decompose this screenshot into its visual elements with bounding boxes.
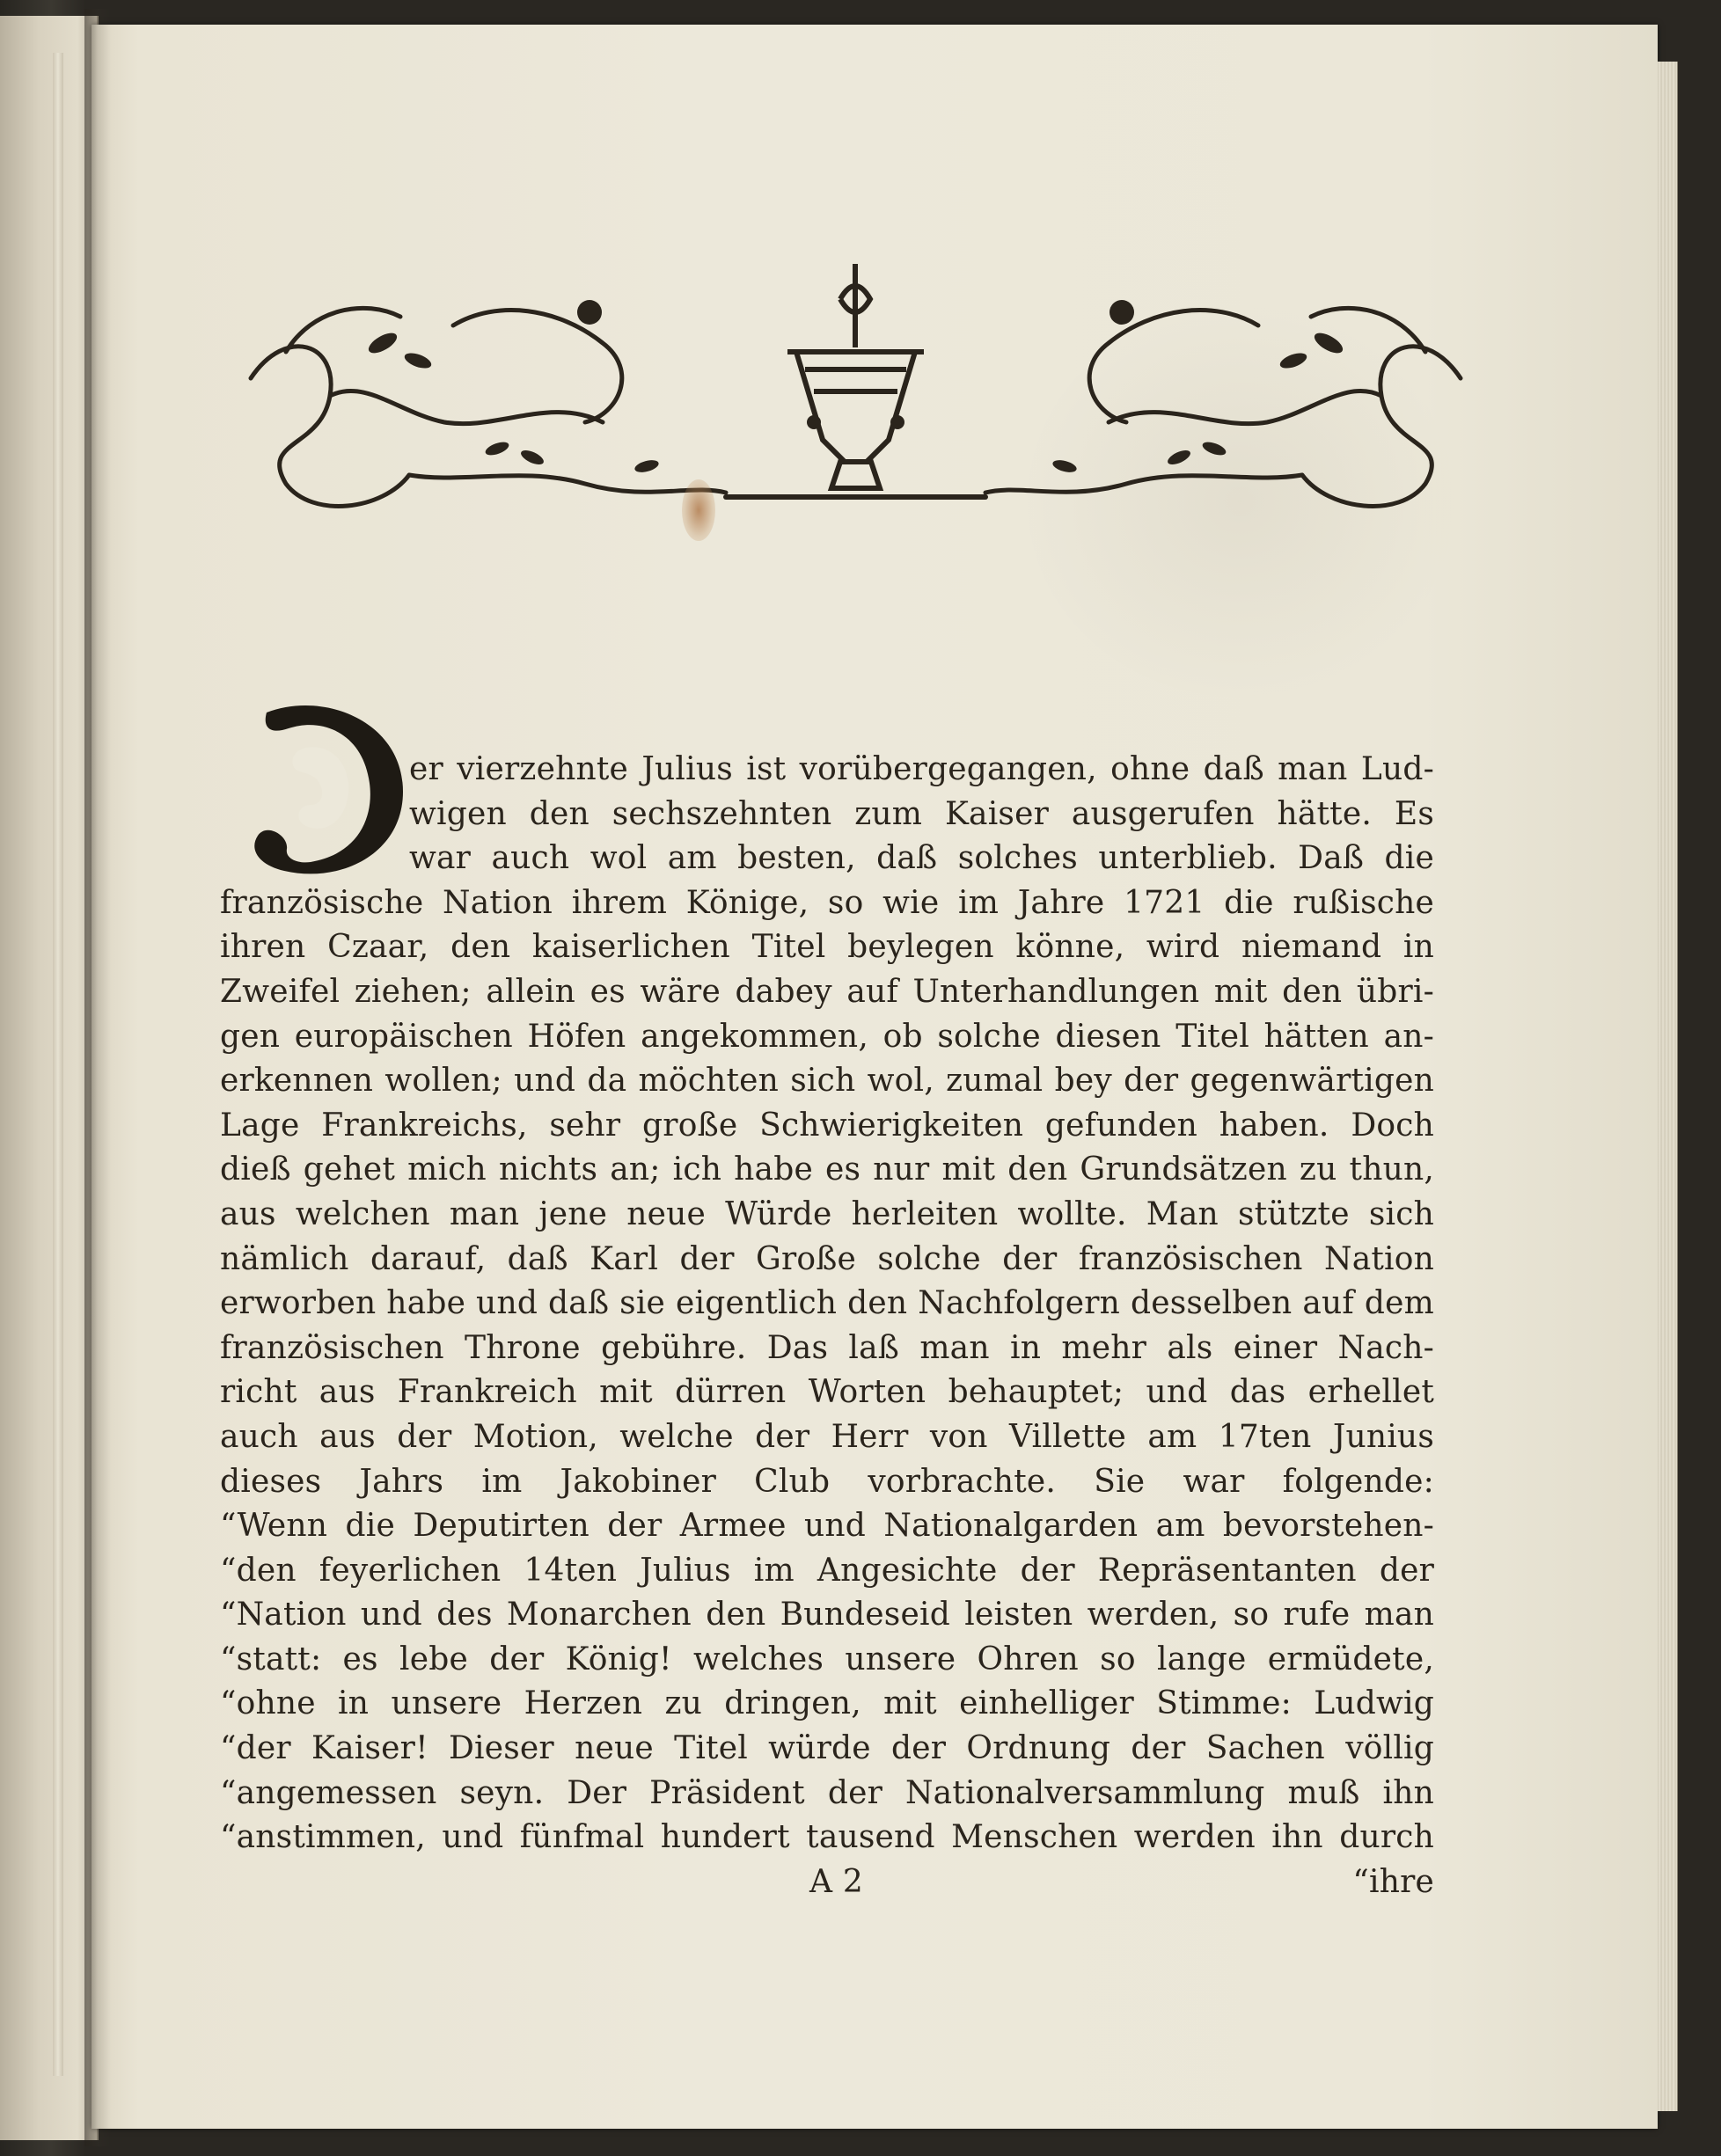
text-line: gen europäischen Höfen angekommen, ob solche diesen Titel hätten an- (220, 1018, 1434, 1055)
page-edge-stack (1658, 62, 1678, 2111)
signature-mark: A 2 (809, 1863, 863, 1900)
text-line: auch aus der Motion, welche der Herr von Villette am 17ten Junius (220, 1418, 1434, 1455)
body-text (220, 748, 1434, 1904)
text-line: “der Kaiser! Dieser neue Titel würde der Ordnung der Sachen völlig (220, 1730, 1434, 1767)
text-line: dieses Jahrs im Jakobiner Club vorbrachte. Sie war folgende: (220, 1463, 1434, 1500)
text-line: französische Nation ihrem Könige, so wie im Jahre 1721 die rußische (220, 884, 1434, 921)
text-line: “den feyerlichen 14ten Julius im Angesichte der Repräsentanten der (220, 1552, 1434, 1589)
text-line: französischen Throne gebühre. Das laß man in mehr als einer Nach- (220, 1329, 1434, 1366)
left-page-paper-edge (53, 53, 63, 2076)
text-line: nämlich darauf, daß Karl der Große solche der französischen Nation (220, 1240, 1434, 1277)
text-line: “Nation und des Monarchen den Bundeseid leisten werden, so rufe man (220, 1597, 1434, 1633)
text-line: er vierzehnte Julius ist vorübergegangen, ohne daß man Lud- (409, 751, 1434, 787)
spine-shadow (84, 9, 111, 2146)
text-line: ihren Czaar, den kaiserlichen Titel beylegen könne, wird niemand in (220, 929, 1434, 966)
text-line: wigen den sechszehnten zum Kaiser ausgerufen hätte. Es (409, 795, 1434, 832)
text-line: “Wenn die Deputirten der Armee und Nationalgarden am bevorstehen- (220, 1508, 1434, 1545)
text-line: erkennen wollen; und da möchten sich wol, zumal bey der gegenwärtigen (220, 1063, 1434, 1100)
text-line: “anstimmen, und fünfmal hundert tausend Menschen werden ihn durch (220, 1819, 1434, 1856)
text-line: Lage Frankreichs, sehr große Schwierigkeiten gefunden haben. Doch (220, 1107, 1434, 1144)
text-line: Zweifel ziehen; allein es wäre dabey auf Unterhandlungen mit den übri- (220, 973, 1434, 1010)
text-line: erworben habe und daß sie eigentlich den Nachfolgern desselben auf dem (220, 1285, 1434, 1322)
text-line: richt aus Frankreich mit dürren Worten behauptet; und das erhellet (220, 1374, 1434, 1411)
paper-stain (682, 479, 715, 541)
ornament-headpiece (233, 246, 1478, 537)
text-line: “angemessen seyn. Der Präsident der Nationalversammlung muß ihn (220, 1774, 1434, 1811)
page-footer-line (220, 1860, 1434, 1905)
text-line: aus welchen man jene neue Würde herleiten wollte. Man stützte sich (220, 1195, 1434, 1232)
text-line: “statt: es lebe der König! welches unsere Ohren so lange ermüdete, (220, 1641, 1434, 1677)
text-line: dieß gehet mich nichts an; ich habe es nur mit den Grundsätzen zu thun, (220, 1151, 1434, 1188)
text-line: war auch wol am besten, daß solches unterblieb. Daß die (409, 840, 1434, 877)
catchword: “ihre (1352, 1863, 1434, 1900)
text-line: “ohne in unsere Herzen zu dringen, mit einhelliger Stimme: Ludwig (220, 1685, 1434, 1722)
